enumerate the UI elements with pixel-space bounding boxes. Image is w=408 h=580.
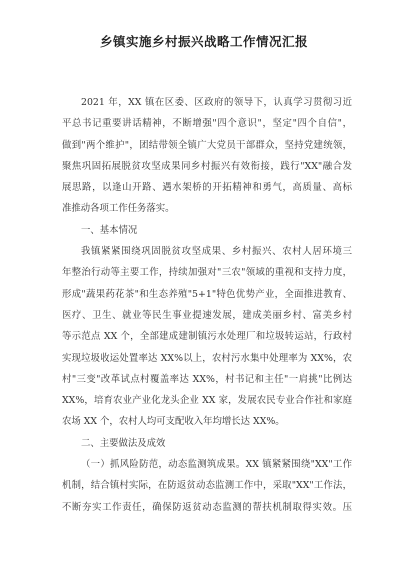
paragraph-2-line: 我镇紧紧围绕巩固脱贫攻坚成果、乡村振兴、农村人居环境三	[81, 246, 352, 258]
document-title: 乡镇实施乡村振兴战略工作情况汇报	[99, 34, 308, 49]
paragraph-2-line: 年整治行动等主要工作，持续加强对"三农"领域的重视和支持力度，	[62, 267, 352, 279]
section-heading: 一、基本情况	[81, 224, 138, 236]
paragraph-1-line: 准推动各项工作任务落实。	[62, 203, 175, 215]
paragraph-2-line: 形成"蔬果药花茶"和生态养殖"5+1"特色优势产业，全面推进教育、	[62, 288, 352, 300]
paragraph-2-line: 农场 XX 个，农村人均可支配收入年均增长达 XX%。	[62, 416, 285, 428]
paragraph-1-line: 聚焦巩固拓展脱贫攻坚成果同乡村振兴有效衔接，践行"XX"融合发	[62, 160, 352, 172]
document-body	[62, 92, 352, 518]
paragraph-2-line: 村"三变"改革试点村覆盖率达 XX%，村书记和主任"一肩挑"比例达	[62, 373, 352, 385]
paragraph-1-line: 展思路，以逢山开路、遇水架桥的开拓精神和勇气，高质量、高标	[62, 182, 352, 194]
paragraph-2-line: XX%，培育农业产业化龙头企业 XX 家，发展农民专业合作社和家庭	[62, 395, 352, 407]
paragraph-2-line: 实现垃圾收运处置率达 XX%以上，农村污水集中处理率为 XX%，农	[62, 352, 352, 364]
paragraph-1-line: 平总书记重要讲话精神，不断增强"四个意识"，坚定"四个自信"，	[62, 118, 352, 130]
paragraph-1-line: 做到"两个维护"，团结带领全镇广大党员干部群众，坚持党建统领，	[62, 139, 352, 151]
paragraph-3-line: 机制，结合镇村实际，在防返贫动态监测工作中，采取"XX"工作法，	[62, 480, 352, 492]
paragraph-2-line: 等示范点 XX 个，全部建成建制镇污水处理厂和垃圾转运站，行政村	[62, 331, 352, 343]
section-heading: 二、主要做法及成效	[81, 437, 166, 449]
paragraph-3-line: （一）抓风险防范，动态监测筑成果。XX 镇紧紧围绕"XX"工作	[81, 459, 352, 471]
paragraph-3-line: 不断夯实工作责任，确保防返贫动态监测的帮扶机制取得实效。压	[62, 501, 352, 513]
paragraph-1-line: 2021 年，XX 镇在区委、区政府的领导下，认真学习贯彻习近	[81, 97, 352, 108]
paragraph-2-line: 医疗、卫生、就业等民生事业提速发展，建成美丽乡村、富美乡村	[62, 309, 352, 321]
